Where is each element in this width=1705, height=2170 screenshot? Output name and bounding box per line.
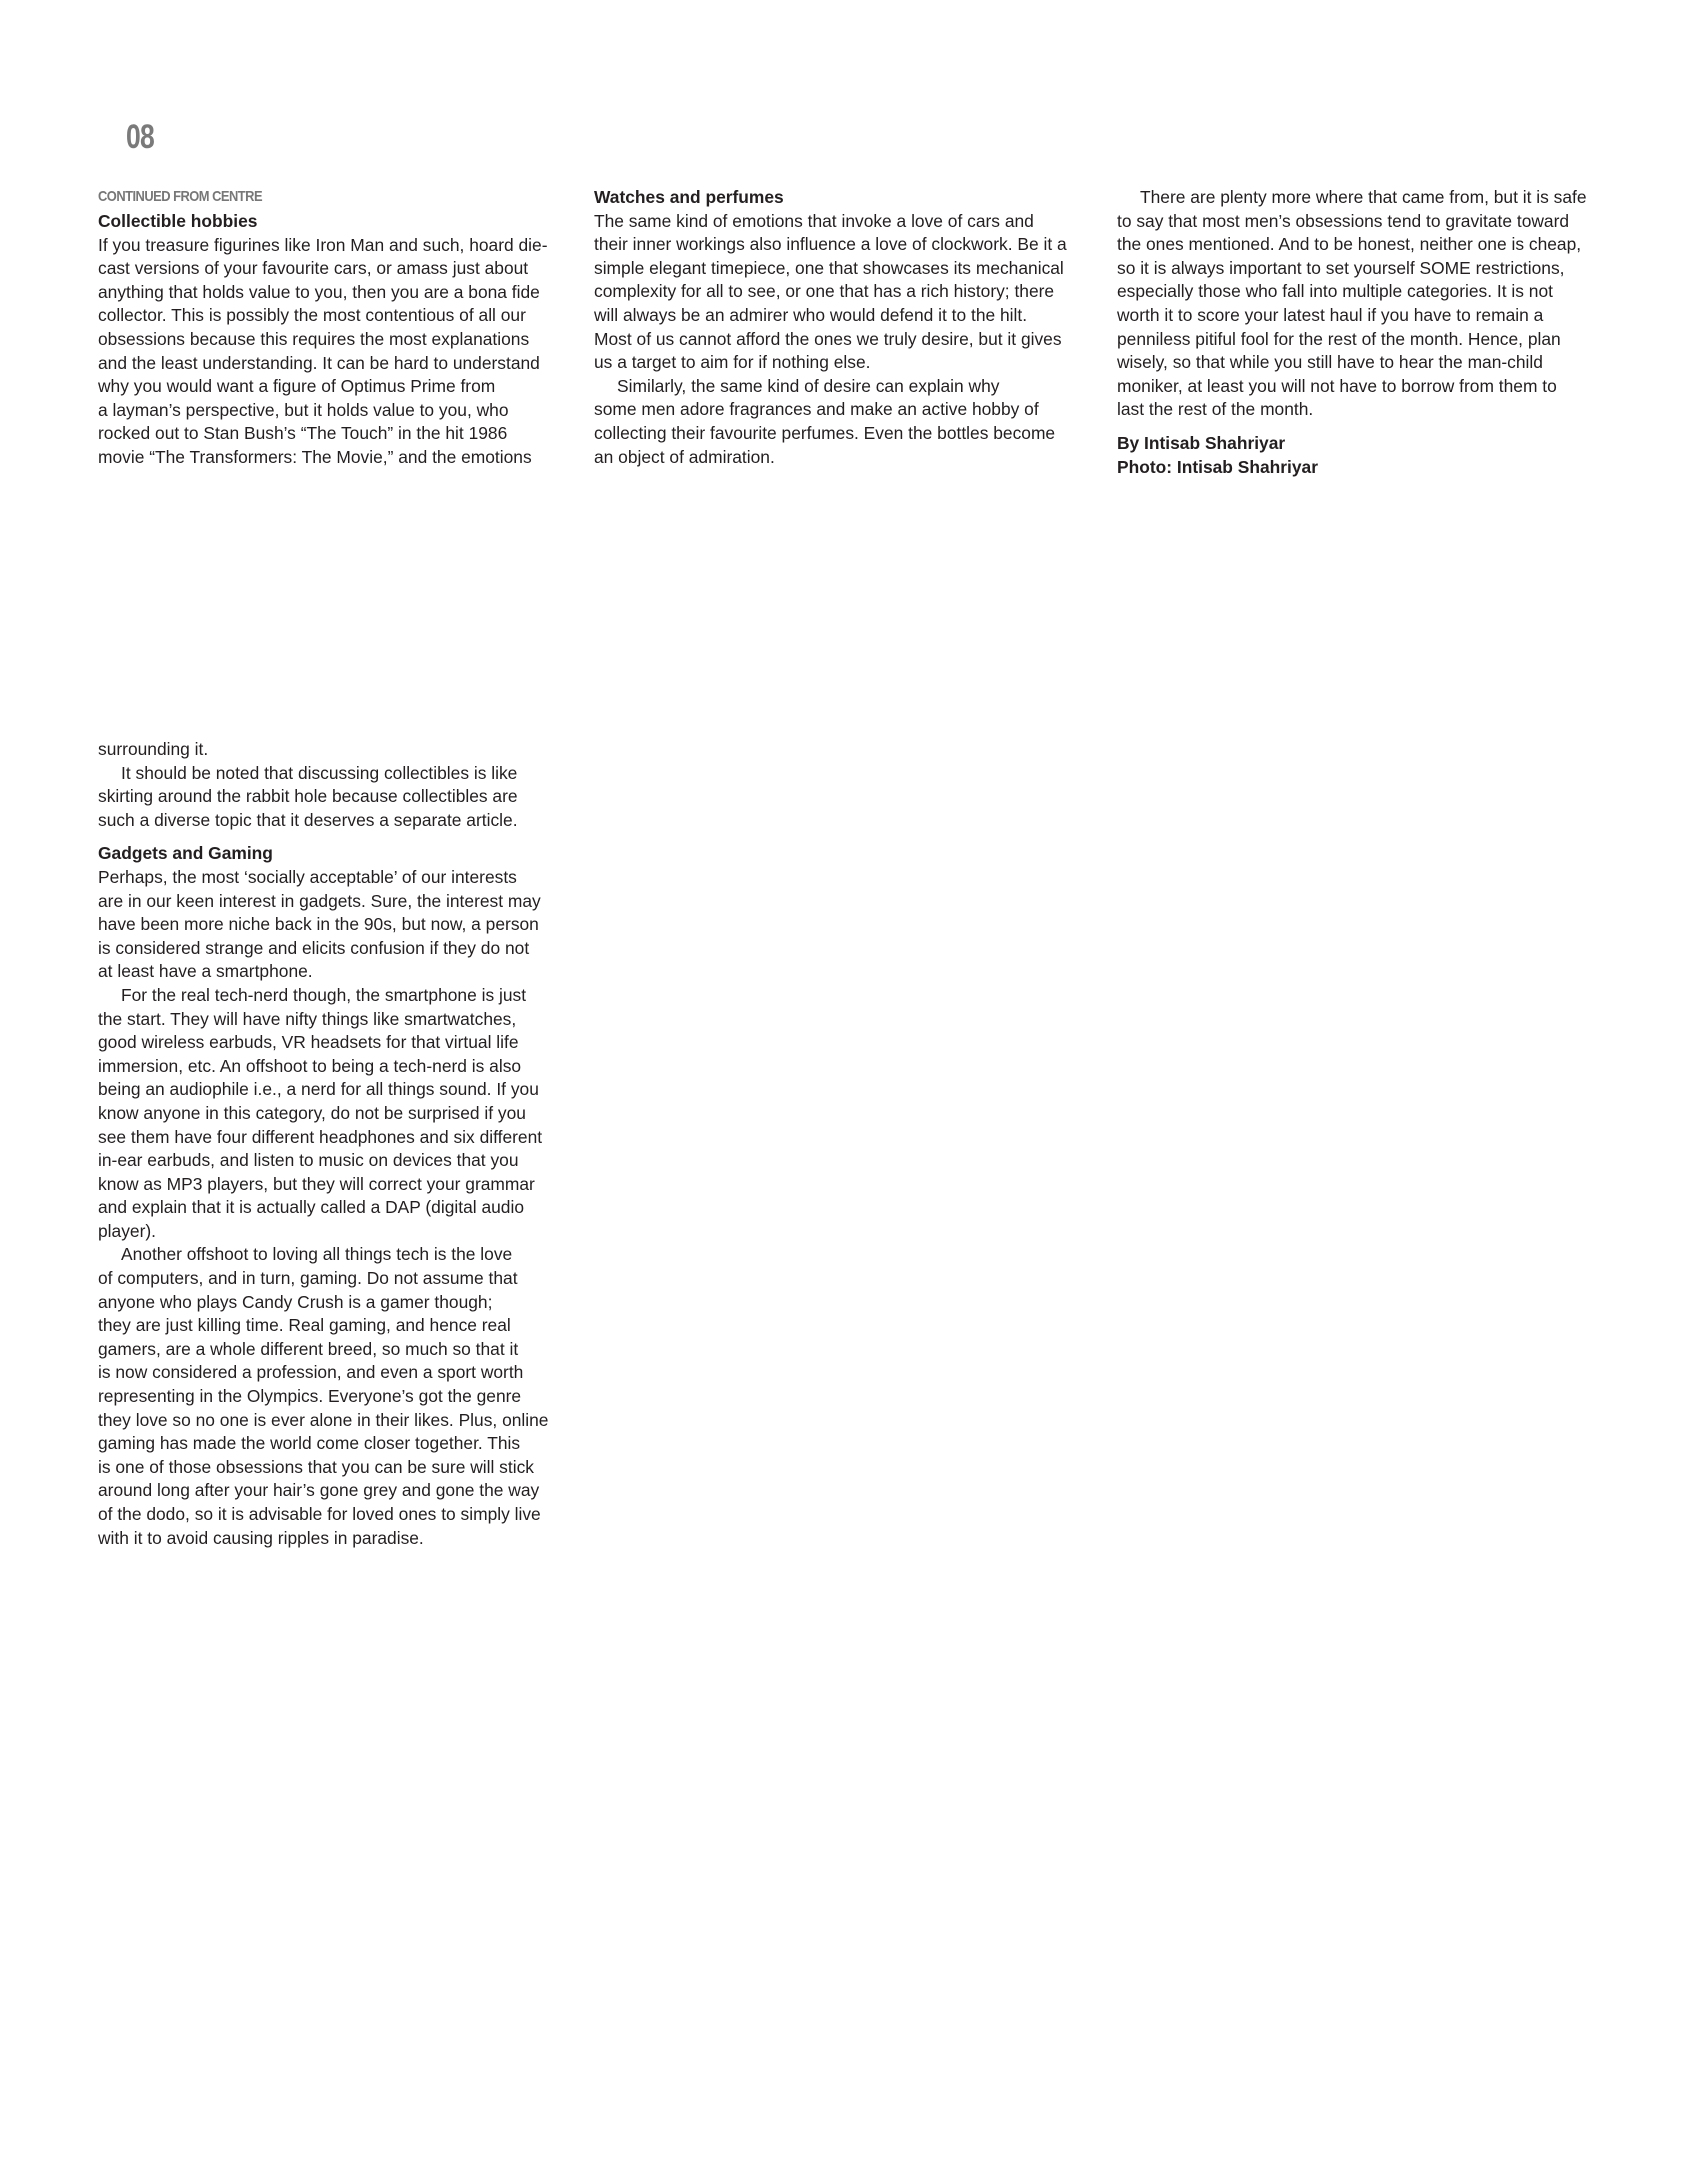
collectibles-paragraph-1-end: surrounding it.	[98, 739, 209, 759]
collectibles-paragraph-2: It should be noted that discussing collectibles is like skirting around the rabbit hole because collectibles are such a diverse topic that it deserves a separate article.	[98, 762, 518, 830]
watches-heading: Watches and perfumes	[594, 187, 784, 207]
collectibles-heading: Collectible hobbies	[98, 211, 258, 231]
photo-credit: Photo: Intisab Shahriyar	[1117, 456, 1318, 477]
gadgets-paragraph-3: Another offshoot to loving all things tech is the love of computers, and in turn, gaming. Do not assume that anyone who plays Candy Crush is a gamer though; they are just killing time. Real gaming, and hence real gamers, are a whole different breed, so much so that it is now considered a profession, and even a sport worth representing in the Olympics. Everyone’s got the genre they love so no one is ever alone in their likes. Plus, online gaming has made the world come closer together. This is one of those obsessions that you can be sure will stick around long after your hair’s gone grey and gone the way of the dodo, so it is advisable for loved ones to simply live with it to avoid causing ripples in paradise.	[98, 1244, 549, 1548]
conclusion-paragraph: There are plenty more where that came from, but it is safe to say that most men’s obsessions tend to gravitate toward the ones mentioned. And to be honest, neither one is cheap, so it is always important to set yourself SOME restrictions, especially those who fall into multiple categories. It is not worth it to score your latest haul if you have to remain a penniless pitiful fool for the rest of the month. Hence, plan wisely, so that while you still have to hear the man-child moniker, at least you will not have to borrow from them to last the rest of the month.	[1117, 187, 1587, 420]
watches-paragraph-2: Similarly, the same kind of desire can explain why some men adore fragrances and make an active hobby of collecting their favourite perfumes. Even the bottles become an object of admiration.	[594, 375, 1056, 467]
gadgets-paragraph-1: Perhaps, the most ‘socially acceptable’ of our interests are in our keen interest in gadgets. Sure, the interest may have been more niche back in the 90s, but now, a person is considered strange and elicits confusion if they do not at least have a smartphone.	[98, 866, 541, 982]
continued-from-centre-label: CONTINUED FROM CENTRE	[98, 188, 263, 205]
watches-paragraph-1: The same kind of emotions that invoke a love of cars and their inner workings also influence a love of clockwork. Be it a simple elegant timepiece, one that showcases its mechanical complexity for all to see, or one that has a rich history; there will always be an admirer who would defend it to the hilt. Most of us cannot afford the ones we truly desire, but it gives us a target to aim for if nothing else.	[594, 210, 1067, 373]
byline: By Intisab Shahriyar	[1117, 432, 1286, 453]
column-1-bottom	[98, 738, 578, 1550]
gadgets-heading: Gadgets and Gaming	[98, 843, 273, 864]
column-2	[594, 186, 1109, 469]
column-3	[1117, 186, 1617, 479]
page-number: 08	[126, 118, 154, 156]
column-1-top	[98, 186, 578, 470]
gadgets-paragraph-2: For the real tech-nerd though, the smartphone is just the start. They will have nifty things like smartwatches, good wireless earbuds, VR headsets for that virtual life immersion, etc. An offshoot to being a tech-nerd is also being an audiophile i.e., a nerd for all things sound. If you know anyone in this category, do not be surprised if you see them have four different headphones and six different in-ear earbuds, and listen to music on devices that you know as MP3 players, but they will correct your grammar and explain that it is actually called a DAP (digital audio player).	[98, 984, 543, 1241]
collectibles-paragraph-1: If you treasure figurines like Iron Man and such, hoard die- cast versions of your favourite cars, or amass just about anything that holds value to you, then you are a bona fide collector. This is possibly the most contentious of all our obsessions because this requires the most explanations and the least understanding. It can be hard to understand why you would want a figure of Optimus Prime from a layman’s perspective, but it holds value to you, who rocked out to Stan Bush’s “The Touch” in the hit 1986 movie “The Transformers: The Movie,” and the emotions	[98, 234, 548, 467]
